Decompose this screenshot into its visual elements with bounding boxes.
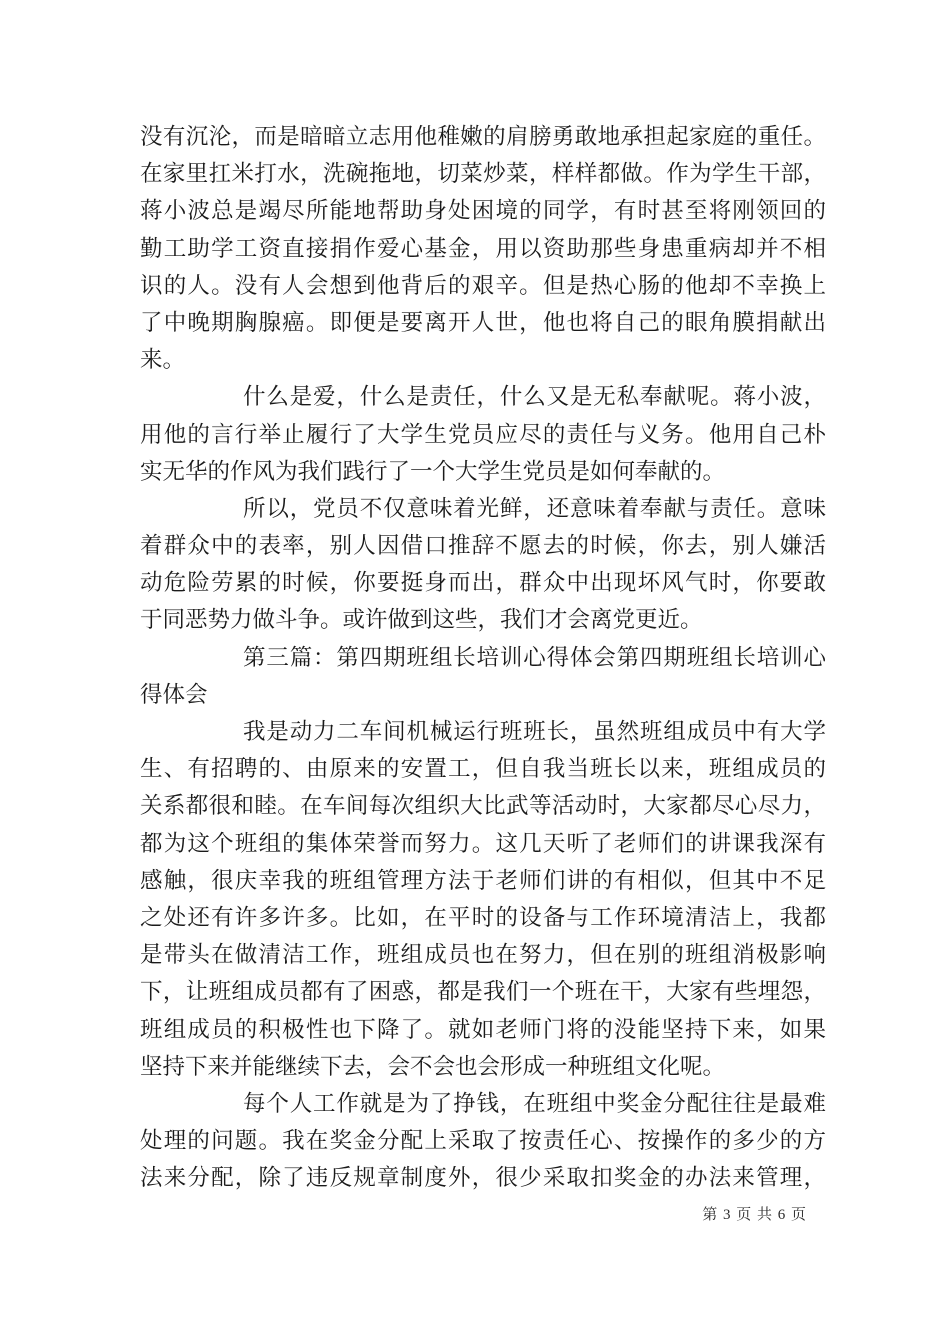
text-line: 实无华的作风为我们践行了一个大学生党员是如何奉献的。 (140, 458, 726, 484)
text-line: 动危险劳累的时候，你要挺身而出，群众中出现坏风气时，你要敢 (140, 570, 826, 596)
text-line: 得体会 (140, 681, 208, 707)
text-line: 用他的言行举止履行了大学生党员应尽的责任与义务。他用自己朴 (140, 421, 826, 447)
text-line: 下，让班组成员都有了困惑，都是我们一个班在干，大家有些埋怨， (140, 979, 826, 1005)
text-line: 每个人工作就是为了挣钱，在班组中奖金分配往往是最难 (243, 1090, 826, 1116)
text-line: 勤工助学工资直接捐作爱心基金，用以资助那些身患重病却并不相 (140, 235, 826, 261)
text-line: 之处还有许多许多。比如，在平时的设备与工作环境清洁上，我都 (140, 904, 826, 930)
text-line: 没有沉沦，而是暗暗立志用他稚嫩的肩膀勇敢地承担起家庭的重任。 (140, 124, 826, 149)
text-line: 了中晚期胸腺癌。即便是要离开人世，他也将自己的眼角膜捐献出 (140, 309, 826, 335)
text-line: 所以，党员不仅意味着光鲜，还意味着奉献与责任。意味 (243, 495, 826, 521)
text-line: 感触，很庆幸我的班组管理方法于老师们讲的有相似，但其中不足 (140, 867, 826, 893)
text-line: 处理的问题。我在奖金分配上采取了按责任心、按操作的多少的方 (140, 1128, 826, 1154)
text-line: 识的人。没有人会想到他背后的艰辛。但是热心肠的他却不幸换上 (140, 272, 826, 298)
text-line: 什么是爱，什么是责任，什么又是无私奉献呢。蒋小波， (243, 384, 826, 410)
text-line: 关系都很和睦。在车间每次组织大比武等活动时，大家都尽心尽力， (140, 793, 826, 819)
text-line: 蒋小波总是竭尽所能地帮助身处困境的同学，有时甚至将刚领回的 (140, 198, 826, 224)
text-line: 法来分配，除了违反规章制度外，很少采取扣奖金的办法来管理， (140, 1165, 826, 1191)
text-line: 于同恶势力做斗争。或许做到这些，我们才会离党更近。 (140, 607, 703, 633)
text-line: 在家里扛米打水，洗碗拖地，切菜炒菜，样样都做。作为学生干部， (140, 161, 826, 187)
text-line: 是带头在做清洁工作，班组成员也在努力，但在别的班组消极影响 (140, 942, 826, 968)
text-line: 坚持下来并能继续下去，会不会也会形成一种班组文化呢。 (140, 1053, 726, 1079)
text-line: 我是动力二车间机械运行班班长，虽然班组成员中有大学 (243, 719, 826, 744)
page-number-label: 第 3 页 共 6 页 (702, 1207, 807, 1223)
page-footer (702, 1203, 807, 1224)
text-line: 着群众中的表率，别人因借口推辞不愿去的时候，你去，别人嫌活 (140, 533, 826, 559)
text-line: 来。 (140, 347, 186, 373)
text-line: 第三篇：第四期班组长培训心得体会第四期班组长培训心 (243, 644, 826, 670)
text-line: 班组成员的积极性也下降了。就如老师门将的没能坚持下来，如果 (140, 1016, 826, 1042)
text-body (140, 118, 826, 1196)
text-line: 都为这个班组的集体荣誉而努力。这几天听了老师们的讲课我深有 (140, 830, 826, 856)
text-line: 生、有招聘的、由原来的安置工，但自我当班长以来，班组成员的 (140, 756, 826, 782)
